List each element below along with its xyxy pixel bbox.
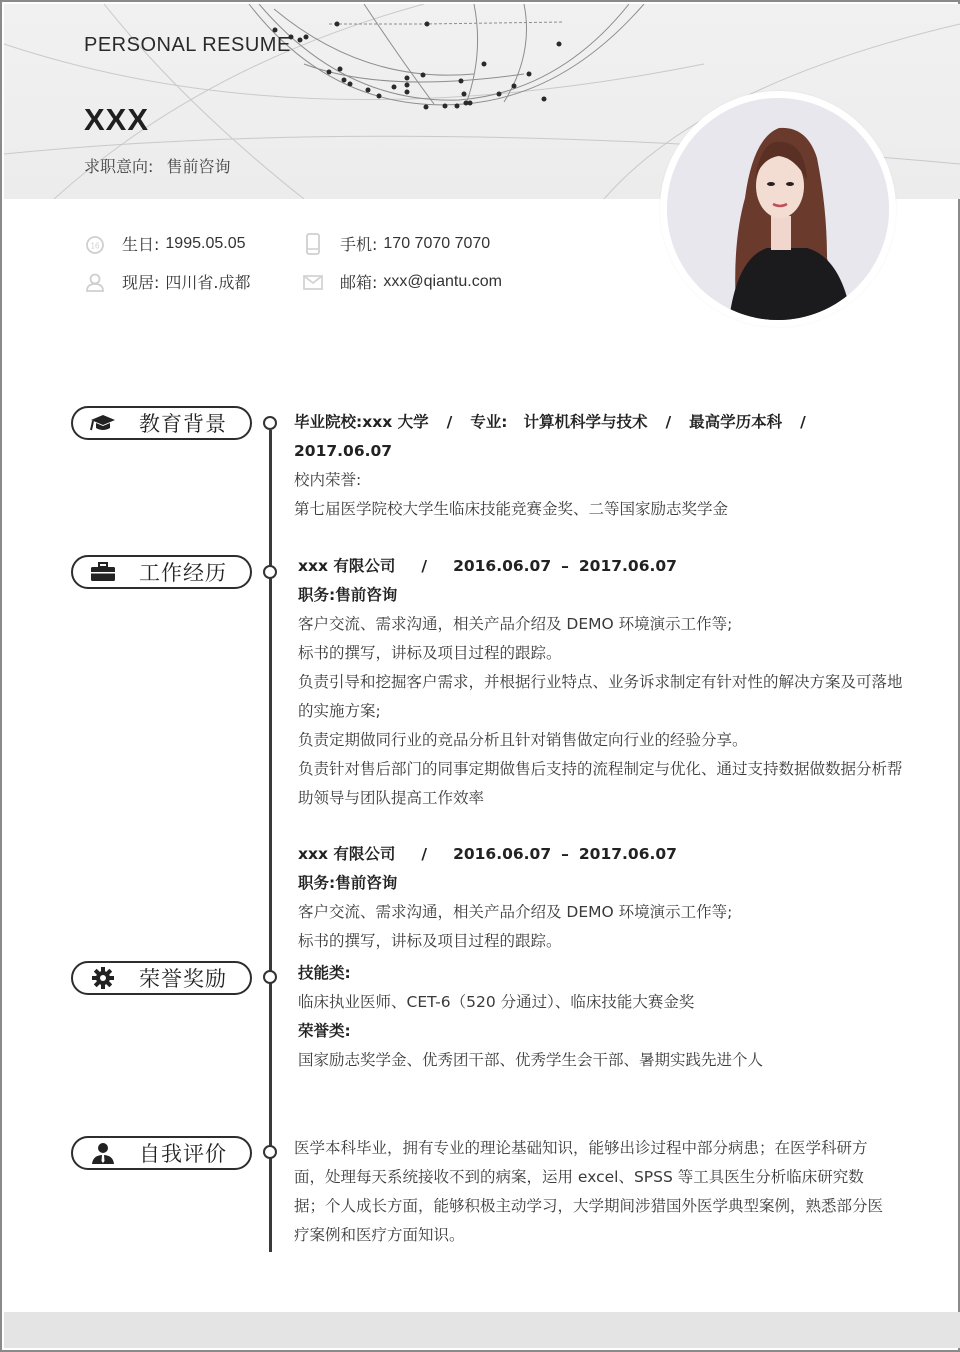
job-position: 职务:售前咨询 bbox=[298, 874, 398, 892]
section-title-education: 教育背景 bbox=[139, 412, 227, 436]
job-entry-2 bbox=[298, 840, 903, 956]
job-objective bbox=[84, 154, 231, 177]
timeline-node-self-eval bbox=[263, 1145, 277, 1159]
job-duty: 标书的撰写，讲标及项目过程的跟踪。 bbox=[298, 644, 562, 662]
graduation-cap-icon bbox=[89, 411, 117, 435]
separator: / bbox=[800, 413, 806, 431]
date-dash: – bbox=[561, 557, 569, 575]
start-date: 2016.06.07 bbox=[453, 557, 552, 575]
separator: / bbox=[665, 413, 672, 431]
degree-value: 最高学历本科 bbox=[689, 413, 783, 431]
phone-value: 170 7070 7070 bbox=[383, 234, 491, 252]
self-eval-content bbox=[294, 1134, 894, 1250]
separator: / bbox=[421, 845, 428, 863]
honors-value: 国家励志奖学金、优秀团干部、优秀学生会干部、暑期实践先进个人 bbox=[298, 1051, 764, 1069]
company-name: xxx 有限公司 bbox=[298, 845, 396, 863]
residence-info bbox=[84, 270, 251, 293]
birthday-label: 生日: bbox=[122, 235, 160, 254]
mail-icon bbox=[302, 271, 324, 293]
section-header-education bbox=[71, 406, 252, 440]
timeline-line bbox=[269, 430, 272, 1252]
job-duty: 客户交流、需求沟通，相关产品介绍及 DEMO 环境演示工作等; bbox=[298, 903, 733, 921]
job-header bbox=[298, 840, 903, 869]
profile-photo bbox=[667, 98, 889, 320]
birthday-info bbox=[84, 232, 245, 255]
phone-info bbox=[302, 232, 490, 255]
timeline-node-work bbox=[263, 565, 277, 579]
section-title-awards: 荣誉奖励 bbox=[139, 967, 227, 991]
birthday-value: 1995.05.05 bbox=[165, 234, 246, 252]
job-duty: 客户交流、需求沟通，相关产品介绍及 DEMO 环境演示工作等; bbox=[298, 615, 733, 633]
skills-label: 技能类: bbox=[298, 964, 351, 982]
residence-value: 四川省.成都 bbox=[165, 273, 251, 292]
job-position: 职务:售前咨询 bbox=[298, 586, 398, 604]
residence-label: 现居: bbox=[122, 273, 160, 292]
resume-heading: PERSONAL RESUME bbox=[84, 34, 291, 56]
awards-content bbox=[298, 959, 898, 1075]
timeline-node-education bbox=[263, 416, 277, 430]
user-suit-icon bbox=[89, 1141, 117, 1165]
date-dash: – bbox=[561, 845, 569, 863]
job-duty: 负责定期做同行业的竞品分析且针对销售做定向行业的经验分享。 bbox=[298, 731, 748, 749]
svg-text:16: 16 bbox=[90, 241, 100, 250]
section-title-self-eval: 自我评价 bbox=[139, 1142, 227, 1166]
phone-label: 手机: bbox=[340, 235, 378, 254]
job-header bbox=[298, 552, 903, 581]
section-header-work bbox=[71, 555, 252, 589]
school-value: xxx 大学 bbox=[362, 413, 429, 431]
job-duty: 负责引导和挖掘客户需求，并根据行业特点、业务诉求制定有针对性的解决方案及可落地的实施方案; bbox=[298, 673, 903, 720]
person-icon bbox=[84, 271, 106, 293]
separator: / bbox=[446, 413, 453, 431]
section-title-work: 工作经历 bbox=[139, 561, 227, 585]
section-header-awards bbox=[71, 961, 252, 995]
skills-value: 临床执业医师、CET-6（520 分通过）、临床技能大赛金奖 bbox=[298, 993, 695, 1011]
self-eval-text: 医学本科毕业，拥有专业的理论基础知识，能够出诊过程中部分病患；在医学科研方面，处理每天系统接收不到的病案，运用 excel、SPSS 等工具医生分析临床研究数据；个人成长方面，能够积极主动学习，大学期间涉猎国外医学典型案例，熟悉部分医疗案例和医疗方面知识。 bbox=[294, 1139, 884, 1244]
objective-value: 售前咨询 bbox=[166, 157, 231, 176]
company-name: xxx 有限公司 bbox=[298, 557, 396, 575]
separator: / bbox=[421, 557, 428, 575]
honors-label: 校内荣誉: bbox=[294, 471, 362, 489]
start-date: 2016.06.07 bbox=[453, 845, 552, 863]
gear-icon bbox=[89, 966, 117, 990]
major-value: 计算机科学与技术 bbox=[523, 413, 648, 431]
end-date: 2017.06.07 bbox=[578, 557, 677, 575]
graduation-date: 2017.06.07 bbox=[294, 442, 393, 460]
email-info bbox=[302, 270, 502, 293]
job-entry-1 bbox=[298, 552, 903, 813]
honors-value: 第七届医学院校大学生临床技能竞赛金奖、二等国家励志奖学金 bbox=[294, 500, 729, 518]
email-label: 邮箱: bbox=[340, 273, 378, 292]
honors-label: 荣誉类: bbox=[298, 1022, 351, 1040]
portrait-illustration bbox=[667, 98, 889, 320]
major-label: 专业: bbox=[470, 413, 508, 431]
birthday-calendar-icon bbox=[84, 233, 106, 255]
timeline-node-awards bbox=[263, 970, 277, 984]
education-content bbox=[294, 408, 894, 524]
education-summary bbox=[294, 408, 894, 437]
end-date: 2017.06.07 bbox=[578, 845, 677, 863]
job-duty: 标书的撰写，讲标及项目过程的跟踪。 bbox=[298, 932, 562, 950]
job-duty: 负责针对售后部门的同事定期做售后支持的流程制定与优化、通过支持数据做数据分析帮助领导与团队提高工作效率 bbox=[298, 760, 903, 807]
school-label: 毕业院校: bbox=[294, 413, 363, 431]
section-header-self-eval bbox=[71, 1136, 252, 1170]
phone-icon bbox=[302, 233, 324, 255]
objective-label: 求职意向: bbox=[84, 157, 154, 176]
footer-band bbox=[4, 1312, 960, 1348]
briefcase-icon bbox=[89, 560, 117, 584]
candidate-name: XXX bbox=[84, 102, 150, 137]
email-value[interactable]: xxx@qiantu.com bbox=[383, 272, 502, 290]
